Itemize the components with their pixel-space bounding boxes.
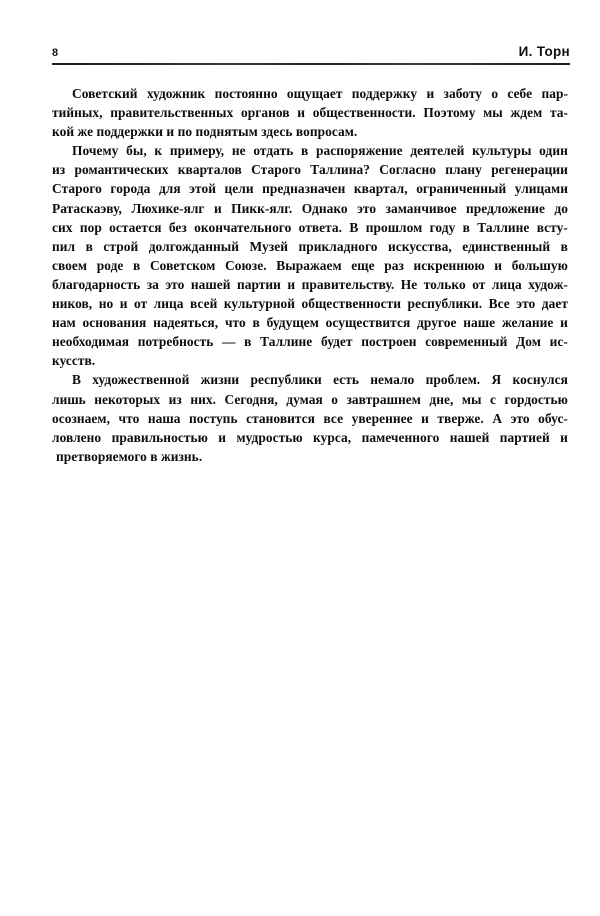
paragraph: [52, 370, 568, 465]
header-rule: [52, 63, 570, 65]
text-line: из романтических кварталов Старого Таллина? Согласно плану регенерации: [52, 162, 568, 178]
text-line: ловлено правильностью и мудростью курса, памеченного нашей партией и: [52, 429, 568, 445]
text-line: осознаем, что наша поступь становится все увереннее и тверже. А это обус-: [52, 410, 568, 426]
paragraph: [52, 84, 568, 141]
text-line: кой же поддержки и по поднятым здесь вопросам.: [52, 124, 358, 140]
text-line: лишь некоторых из них. Сегодня, думая о завтрашнем дне, мы с гордостью: [52, 391, 568, 407]
page-number: 8: [52, 47, 59, 59]
author-name: И. Торн: [518, 44, 570, 59]
text-line: Советский художник постоянно ощущает поддержку и заботу о себе пар-: [72, 86, 568, 101]
text-line: Ратаскаэву, Люхике-ялг и Пикк-ялг. Однако это заманчивое предложение до: [52, 200, 568, 216]
text-line: кусств.: [52, 353, 96, 369]
text-line: ников, но и от лица всей культурной общественности республики. Все это дает: [52, 296, 568, 312]
text-line: В художественной жизни республики есть немало проблем. Я коснулся: [72, 372, 568, 388]
text-line: благодарность за это нашей партии и правительству. Не только от лица худож-: [52, 276, 568, 292]
text-line: Почему бы, к примеру, не отдать в распоряжение деятелей культуры один: [72, 143, 568, 159]
text-line: пил в строй долгожданный Музей прикладного искусства, единственный в: [52, 238, 568, 254]
body-text: [52, 84, 568, 466]
text-line: претворяемого в жизнь.: [56, 448, 203, 464]
text-line: необходимая потребность — в Таллине будет построен современный Дом ис-: [52, 334, 568, 350]
text-line: сих пор остается без окончательного ответа. В прошлом году в Таллине всту-: [52, 219, 568, 235]
text-line: нам основания надеяться, что в будущем осуществится другое наше желание и: [52, 315, 568, 331]
text-line: своем роде в Советском Союзе. Выражаем еще раз искреннюю и большую: [52, 257, 568, 273]
text-line: тийных, правительственных органов и общественности. Поэтому мы ждем та-: [52, 105, 568, 121]
paragraph: [52, 141, 568, 370]
text-line: Старого города для этой цели предназначен квартал, ограниченный улицами: [52, 181, 568, 197]
running-head: [52, 44, 570, 62]
